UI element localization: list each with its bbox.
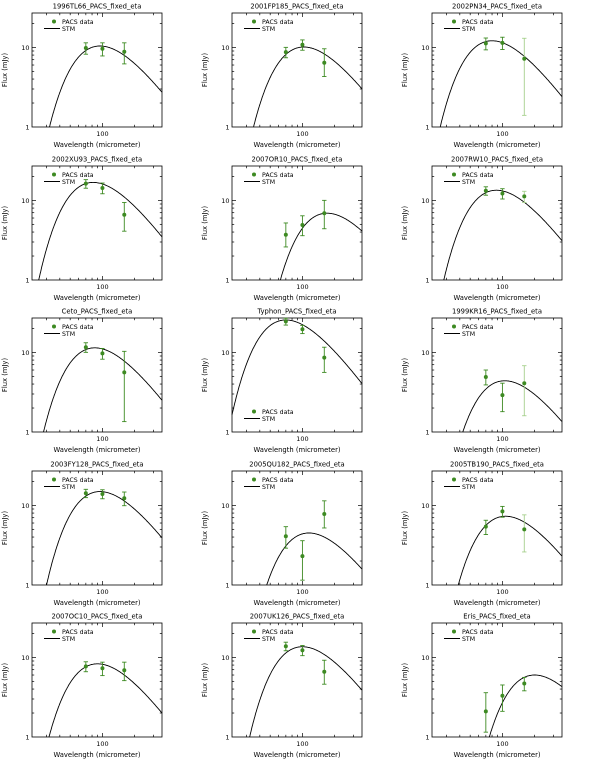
y-axis-label: Flux (mJy) [201, 510, 210, 545]
y-tick-label-10: 10 [21, 43, 30, 52]
y-tick-label-10: 10 [21, 196, 30, 205]
subplot-cell-2001FP185_PACS_fixed_eta [200, 0, 400, 153]
x-axis-label: Wavelength (micrometer) [453, 446, 541, 455]
y-axis-label: Flux (mJy) [401, 52, 410, 88]
subplot-title: Ceto_PACS_fixed_eta [61, 307, 133, 316]
x-tick-label-100: 100 [96, 129, 109, 138]
legend-stm-label: STM [462, 178, 476, 186]
y-axis-label: Flux (mJy) [1, 358, 10, 393]
legend-pacs-label: PACS data [62, 171, 94, 179]
legend-pacs-marker [52, 325, 56, 329]
y-axis-label: Flux (mJy) [201, 358, 210, 393]
y-tick-label-10: 10 [221, 196, 230, 205]
x-tick-label-100: 100 [296, 435, 309, 444]
pacs-data-point-70um [284, 645, 288, 649]
subplot-cell-2007RW10_PACS_fixed_eta [400, 153, 600, 306]
x-axis-label: Wavelength (micrometer) [253, 293, 341, 302]
x-tick-label-100: 100 [496, 129, 509, 138]
subplot-title: 2007RW10_PACS_fixed_eta [451, 155, 543, 164]
pacs-data-point-100um [100, 492, 104, 496]
legend-stm-label: STM [62, 330, 76, 338]
legend-pacs-label: PACS data [262, 171, 294, 179]
subplot-cell-Ceto_PACS_fixed_eta [0, 305, 200, 458]
y-axis-label: Flux (mJy) [1, 510, 10, 545]
pacs-data-point-100um [500, 694, 504, 698]
x-axis-label: Wavelength (micrometer) [453, 293, 541, 302]
pacs-data-point-100um [500, 191, 504, 195]
y-tick-label-1: 1 [425, 123, 430, 132]
subplot-2005QU182_PACS_fixed_eta [200, 458, 400, 611]
y-tick-label-10: 10 [221, 43, 230, 52]
y-axis-label: Flux (mJy) [401, 510, 410, 545]
subplot-title: 2002XU93_PACS_fixed_eta [51, 155, 143, 164]
x-tick-label-100: 100 [96, 282, 109, 291]
subplot-title: 2005QU182_PACS_fixed_eta [249, 460, 345, 469]
x-tick-label-100: 100 [496, 740, 509, 749]
x-axis-label: Wavelength (micrometer) [453, 140, 541, 149]
subplot-title: 1996TL66_PACS_fixed_eta [52, 2, 142, 11]
pacs-data-point-100um [500, 393, 504, 397]
pacs-data-point-100um [100, 186, 104, 190]
pacs-data-point-160um [522, 682, 526, 686]
legend-stm-label: STM [462, 636, 476, 644]
subplot-title: 2007OC10_PACS_fixed_eta [51, 612, 143, 621]
y-tick-label-1: 1 [225, 275, 230, 284]
x-axis-label: Wavelength (micrometer) [53, 598, 141, 607]
legend-stm-label: STM [462, 25, 476, 33]
y-axis-label: Flux (mJy) [201, 52, 210, 88]
subplot-2002PN34_PACS_fixed_eta [400, 0, 600, 153]
subplot-title: 2007UK126_PACS_fixed_eta [249, 612, 345, 621]
y-axis-label: Flux (mJy) [201, 205, 210, 240]
pacs-data-point-100um [500, 509, 504, 513]
y-tick-label-10: 10 [221, 654, 230, 663]
pacs-data-point-160um [122, 669, 126, 673]
pacs-data-point-70um [484, 41, 488, 45]
legend-pacs-marker [452, 172, 456, 176]
x-axis-label: Wavelength (micrometer) [453, 751, 541, 760]
subplot-cell-Eris_PACS_fixed_eta [400, 610, 600, 763]
pacs-data-point-160um [322, 61, 326, 65]
y-tick-label-1: 1 [425, 581, 430, 590]
subplot-cell-2005QU182_PACS_fixed_eta [200, 458, 400, 611]
subplot-title: 2005TB190_PACS_fixed_eta [450, 460, 544, 469]
y-tick-label-10: 10 [421, 501, 430, 510]
subplot-2007UK126_PACS_fixed_eta [200, 610, 400, 763]
legend-pacs-marker [52, 172, 56, 176]
legend-pacs-label: PACS data [62, 323, 94, 331]
legend-pacs-marker [452, 630, 456, 634]
pacs-data-point-70um [484, 524, 488, 528]
subplot-Eris_PACS_fixed_eta [400, 610, 600, 763]
legend-pacs-marker [252, 477, 256, 481]
y-tick-label-1: 1 [25, 428, 30, 437]
subplot-cell-1996TL66_PACS_fixed_eta [0, 0, 200, 153]
pacs-data-point-70um [484, 710, 488, 714]
x-tick-label-100: 100 [496, 435, 509, 444]
y-axis-label: Flux (mJy) [201, 663, 210, 698]
pacs-data-point-160um [522, 194, 526, 198]
y-tick-label-10: 10 [221, 348, 230, 357]
y-tick-label-1: 1 [25, 733, 30, 742]
legend-pacs-label: PACS data [62, 476, 94, 484]
pacs-data-point-100um [100, 47, 104, 51]
subplot-cell-2005TB190_PACS_fixed_eta [400, 458, 600, 611]
y-tick-label-10: 10 [421, 654, 430, 663]
pacs-data-point-70um [84, 665, 88, 669]
legend-pacs-label: PACS data [462, 629, 494, 637]
pacs-data-point-160um [322, 670, 326, 674]
y-axis-label: Flux (mJy) [401, 663, 410, 698]
legend-pacs-label: PACS data [262, 476, 294, 484]
pacs-data-point-70um [84, 491, 88, 495]
subplot-Typhon_PACS_fixed_eta [200, 305, 400, 458]
x-tick-label-100: 100 [296, 740, 309, 749]
subplot-cell-Typhon_PACS_fixed_eta [200, 305, 400, 458]
pacs-data-point-160um [122, 50, 126, 54]
y-tick-label-10: 10 [421, 348, 430, 357]
pacs-data-point-100um [300, 649, 304, 653]
legend-pacs-marker [452, 19, 456, 23]
pacs-data-point-160um [322, 356, 326, 360]
pacs-data-point-160um [322, 512, 326, 516]
subplot-2007RW10_PACS_fixed_eta [400, 153, 600, 306]
pacs-data-point-160um [122, 496, 126, 500]
legend-pacs-marker [252, 410, 256, 414]
y-axis-label: Flux (mJy) [401, 358, 410, 393]
pacs-data-point-70um [284, 534, 288, 538]
y-tick-label-1: 1 [425, 275, 430, 284]
pacs-data-point-100um [100, 352, 104, 356]
subplot-cell-1999KR16_PACS_fixed_eta [400, 305, 600, 458]
subplot-2005TB190_PACS_fixed_eta [400, 458, 600, 611]
legend-pacs-label: PACS data [262, 18, 294, 26]
y-tick-label-1: 1 [225, 733, 230, 742]
subplot-2007OR10_PACS_fixed_eta [200, 153, 400, 306]
x-tick-label-100: 100 [296, 129, 309, 138]
pacs-data-point-160um [122, 212, 126, 216]
y-tick-label-1: 1 [25, 275, 30, 284]
y-axis-label: Flux (mJy) [401, 205, 410, 240]
x-axis-label: Wavelength (micrometer) [53, 751, 141, 760]
legend-pacs-label: PACS data [462, 476, 494, 484]
legend-stm-label: STM [62, 636, 76, 644]
legend-stm-label: STM [62, 25, 76, 33]
legend-pacs-label: PACS data [62, 629, 94, 637]
pacs-data-point-100um [300, 43, 304, 47]
subplot-title: Eris_PACS_fixed_eta [463, 612, 531, 621]
legend-stm-label: STM [462, 483, 476, 491]
pacs-data-point-160um [322, 211, 326, 215]
legend-stm-label: STM [62, 178, 76, 186]
pacs-data-point-100um [500, 41, 504, 45]
subplot-title: 2001FP185_PACS_fixed_eta [250, 2, 344, 11]
legend-pacs-label: PACS data [462, 18, 494, 26]
legend-stm-label: STM [262, 636, 276, 644]
subplot-title: 2002PN34_PACS_fixed_eta [452, 2, 542, 11]
x-tick-label-100: 100 [96, 587, 109, 596]
x-axis-label: Wavelength (micrometer) [453, 598, 541, 607]
y-tick-label-1: 1 [25, 123, 30, 132]
pacs-data-point-160um [522, 381, 526, 385]
legend-pacs-marker [52, 19, 56, 23]
legend-stm-label: STM [262, 483, 276, 491]
subplot-cell-2003FY128_PACS_fixed_eta [0, 458, 200, 611]
pacs-data-point-70um [84, 46, 88, 50]
legend-pacs-label: PACS data [262, 629, 294, 637]
y-tick-label-1: 1 [25, 581, 30, 590]
subplot-title: 2007OR10_PACS_fixed_eta [251, 155, 343, 164]
x-tick-label-100: 100 [296, 282, 309, 291]
legend-pacs-marker [52, 477, 56, 481]
y-tick-label-10: 10 [221, 501, 230, 510]
x-tick-label-100: 100 [96, 740, 109, 749]
subplot-cell-2007OR10_PACS_fixed_eta [200, 153, 400, 306]
subplot-1999KR16_PACS_fixed_eta [400, 305, 600, 458]
legend-pacs-marker [52, 630, 56, 634]
y-tick-label-10: 10 [421, 196, 430, 205]
y-tick-label-1: 1 [425, 428, 430, 437]
pacs-data-point-70um [484, 375, 488, 379]
pacs-data-point-160um [122, 371, 126, 375]
subplot-2002XU93_PACS_fixed_eta [0, 153, 200, 306]
x-tick-label-100: 100 [96, 435, 109, 444]
y-tick-label-10: 10 [421, 43, 430, 52]
pacs-data-point-160um [522, 527, 526, 531]
pacs-data-point-70um [284, 50, 288, 54]
subplot-1996TL66_PACS_fixed_eta [0, 0, 200, 153]
legend-stm-label: STM [262, 415, 276, 423]
subplot-2007OC10_PACS_fixed_eta [0, 610, 200, 763]
pacs-data-point-100um [300, 327, 304, 331]
subplot-cell-2007OC10_PACS_fixed_eta [0, 610, 200, 763]
legend-pacs-marker [252, 630, 256, 634]
legend-stm-label: STM [262, 25, 276, 33]
legend-pacs-label: PACS data [462, 171, 494, 179]
pacs-data-point-70um [84, 345, 88, 349]
x-axis-label: Wavelength (micrometer) [253, 751, 341, 760]
subplot-title: 2003FY128_PACS_fixed_eta [50, 460, 144, 469]
y-tick-label-10: 10 [21, 348, 30, 357]
legend-stm-label: STM [262, 178, 276, 186]
subplot-Ceto_PACS_fixed_eta [0, 305, 200, 458]
y-axis-label: Flux (mJy) [1, 663, 10, 698]
y-tick-label-1: 1 [425, 733, 430, 742]
pacs-data-point-160um [522, 57, 526, 61]
x-axis-label: Wavelength (micrometer) [253, 140, 341, 149]
subplot-2001FP185_PACS_fixed_eta [200, 0, 400, 153]
x-tick-label-100: 100 [296, 587, 309, 596]
legend-stm-label: STM [62, 483, 76, 491]
pacs-data-point-70um [484, 188, 488, 192]
y-tick-label-10: 10 [21, 654, 30, 663]
x-axis-label: Wavelength (micrometer) [53, 446, 141, 455]
x-tick-label-100: 100 [496, 587, 509, 596]
y-tick-label-1: 1 [225, 123, 230, 132]
y-tick-label-10: 10 [21, 501, 30, 510]
legend-pacs-marker [252, 19, 256, 23]
pacs-data-point-100um [100, 667, 104, 671]
y-tick-label-1: 1 [225, 428, 230, 437]
legend-pacs-marker [452, 477, 456, 481]
subplot-cell-2002XU93_PACS_fixed_eta [0, 153, 200, 306]
subplot-title: 1999KR16_PACS_fixed_eta [452, 307, 542, 316]
pacs-data-point-70um [284, 232, 288, 236]
legend-stm-label: STM [462, 330, 476, 338]
pacs-data-point-100um [300, 223, 304, 227]
x-tick-label-100: 100 [496, 282, 509, 291]
pacs-data-point-70um [84, 181, 88, 185]
subplot-cell-2007UK126_PACS_fixed_eta [200, 610, 400, 763]
y-axis-label: Flux (mJy) [1, 205, 10, 240]
subplot-cell-2002PN34_PACS_fixed_eta [400, 0, 600, 153]
subplot-2003FY128_PACS_fixed_eta [0, 458, 200, 611]
subplot-title: Typhon_PACS_fixed_eta [257, 307, 337, 316]
x-axis-label: Wavelength (micrometer) [53, 293, 141, 302]
x-axis-label: Wavelength (micrometer) [253, 446, 341, 455]
y-axis-label: Flux (mJy) [1, 52, 10, 88]
x-axis-label: Wavelength (micrometer) [253, 598, 341, 607]
y-tick-label-1: 1 [225, 581, 230, 590]
legend-pacs-label: PACS data [262, 408, 294, 416]
legend-pacs-marker [452, 325, 456, 329]
pacs-data-point-70um [284, 320, 288, 324]
legend-pacs-marker [252, 172, 256, 176]
legend-pacs-label: PACS data [62, 18, 94, 26]
x-axis-label: Wavelength (micrometer) [53, 140, 141, 149]
pacs-data-point-100um [300, 554, 304, 558]
legend-pacs-label: PACS data [462, 323, 494, 331]
